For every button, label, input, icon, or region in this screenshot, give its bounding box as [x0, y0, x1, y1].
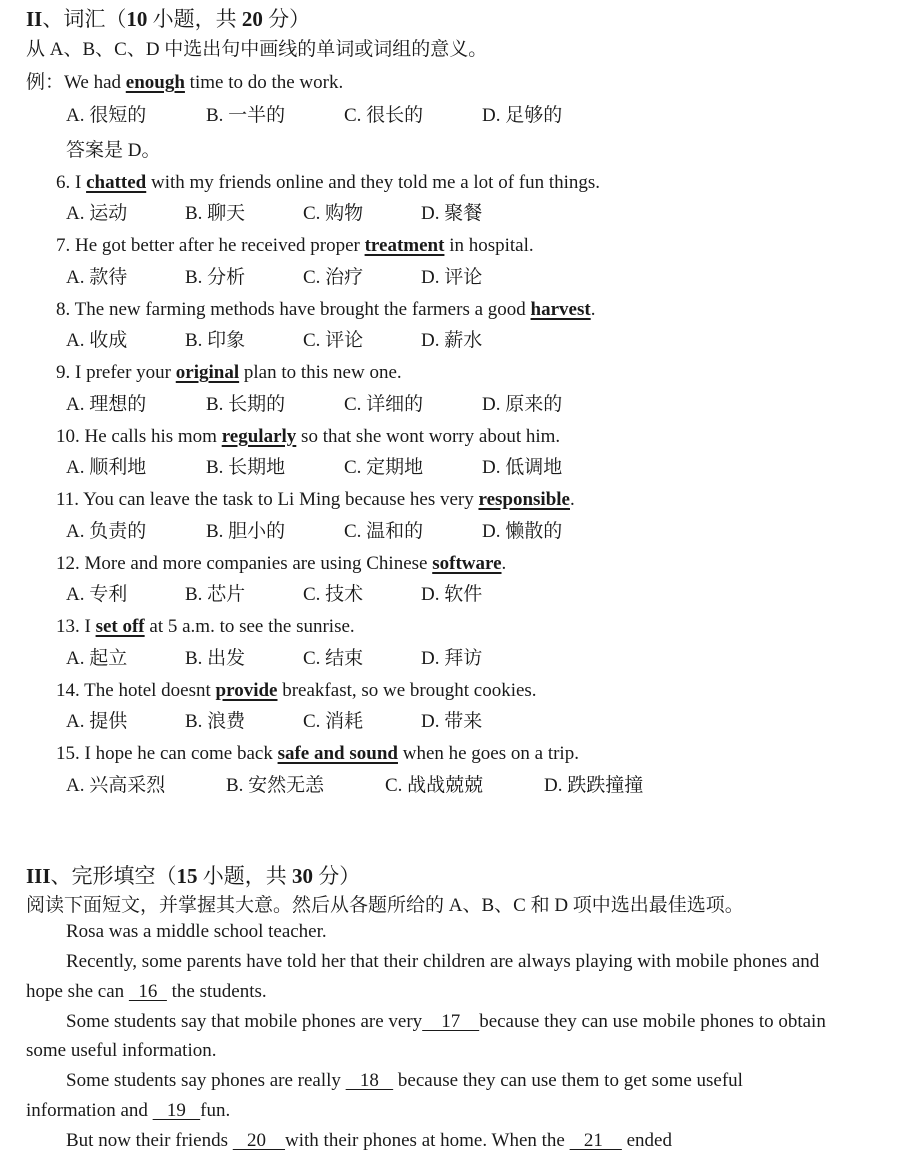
question-8: 8. The new farming methods have brought the farmers a good harvest.	[56, 299, 596, 320]
option-a: A. 收成	[66, 330, 128, 351]
passage-paragraph-3-line-2: some useful information.	[26, 1040, 217, 1061]
option-b: B. 聊天	[185, 203, 246, 224]
blank-16: 16	[128, 981, 167, 1002]
option-c: C. 很长的	[344, 105, 424, 126]
passage-paragraph-2-line-1: Recently, some parents have told her that their children are always playing with mobile phones and	[66, 951, 820, 972]
example-sentence: 例：We had enough time to do the work.	[26, 72, 344, 93]
option-d: D. 跌跌撞撞	[544, 775, 644, 796]
question-6: 6. I chatted with my friends online and they told me a lot of fun things.	[56, 172, 601, 193]
option-a: A. 很短的	[66, 105, 147, 126]
option-b: B. 长期的	[206, 394, 286, 415]
option-d: D. 评论	[421, 267, 483, 288]
option-d: D. 带来	[421, 711, 483, 732]
passage-paragraph-3-line-1: Some students say that mobile phones are very 17 because they can use mobile phones to obtain	[66, 1011, 826, 1032]
question-9: 9. I prefer your original plan to this new one.	[56, 362, 402, 383]
option-d: D. 薪水	[421, 330, 483, 351]
option-c: C. 定期地	[344, 457, 424, 478]
option-a: A. 提供	[66, 711, 128, 732]
option-b: B. 一半的	[206, 105, 286, 126]
option-b: B. 长期地	[206, 457, 286, 478]
option-a: A. 专利	[66, 584, 128, 605]
question-10: 10. He calls his mom regularly so that she wont worry about him.	[56, 426, 561, 447]
option-a: A. 负责的	[66, 521, 147, 542]
option-c: C. 温和的	[344, 521, 424, 542]
section-2-title: II、词汇（10 小题，共 20 分）	[26, 7, 311, 31]
option-a: A. 起立	[66, 648, 128, 669]
question-15: 15. I hope he can come back safe and sound when he goes on a trip.	[56, 743, 579, 764]
option-c: C. 治疗	[303, 267, 364, 288]
option-d: D. 懒散的	[482, 521, 563, 542]
option-c: C. 评论	[303, 330, 364, 351]
blank-17: 17	[422, 1011, 480, 1032]
passage-paragraph-2-line-2: hope she can 16 the students.	[26, 981, 267, 1002]
passage-paragraph-1: Rosa was a middle school teacher.	[66, 921, 327, 942]
option-b: B. 芯片	[185, 584, 246, 605]
blank-21: 21	[569, 1130, 622, 1151]
option-d: D. 拜访	[421, 648, 483, 669]
option-a: A. 款待	[66, 267, 128, 288]
question-12: 12. More and more companies are using Chinese software.	[56, 553, 507, 574]
option-d: D. 软件	[421, 584, 483, 605]
passage-paragraph-4-line-2: information and 19 fun.	[26, 1100, 231, 1121]
example-answer: 答案是 D。	[66, 140, 161, 161]
option-d: D. 足够的	[482, 105, 563, 126]
option-a: A. 顺利地	[66, 457, 147, 478]
question-7: 7. He got better after he received proper treatment in hospital.	[56, 235, 534, 256]
option-c: C. 战战兢兢	[385, 775, 484, 796]
passage-paragraph-5-line-1: But now their friends 20 with their phones at home. When the 21 ended	[66, 1130, 672, 1151]
option-d: D. 原来的	[482, 394, 563, 415]
option-b: B. 出发	[185, 648, 246, 669]
passage-paragraph-4-line-1: Some students say phones are really 18 because they can use them to get some useful	[66, 1070, 743, 1091]
option-d: D. 聚餐	[421, 203, 483, 224]
section-3-instruction: 阅读下面短文，并掌握其大意。然后从各题所给的 A、B、C 和 D 项中选出最佳选项。	[26, 895, 744, 916]
option-b: B. 安然无恙	[226, 775, 325, 796]
question-13: 13. I set off at 5 a.m. to see the sunrise.	[56, 616, 355, 637]
section-2-instruction: 从 A、B、C、D 中选出句中画线的单词或词组的意义。	[26, 39, 488, 60]
option-c: C. 消耗	[303, 711, 364, 732]
blank-20: 20	[232, 1130, 286, 1151]
blank-18: 18	[345, 1070, 394, 1091]
option-c: C. 购物	[303, 203, 364, 224]
option-b: B. 分析	[185, 267, 246, 288]
option-c: C. 技术	[303, 584, 364, 605]
option-a: A. 运动	[66, 203, 128, 224]
option-a: A. 兴高采烈	[66, 775, 166, 796]
question-14: 14. The hotel doesnt provide breakfast, so we brought cookies.	[56, 680, 537, 701]
blank-19: 19	[152, 1100, 201, 1121]
option-c: C. 详细的	[344, 394, 424, 415]
option-b: B. 胆小的	[206, 521, 286, 542]
option-d: D. 低调地	[482, 457, 563, 478]
question-11: 11. You can leave the task to Li Ming because hes very responsible.	[56, 489, 575, 510]
option-c: C. 结束	[303, 648, 364, 669]
option-a: A. 理想的	[66, 394, 147, 415]
option-b: B. 浪费	[185, 711, 246, 732]
option-b: B. 印象	[185, 330, 246, 351]
section-3-title: III、完形填空（15 小题，共 30 分）	[26, 864, 361, 888]
